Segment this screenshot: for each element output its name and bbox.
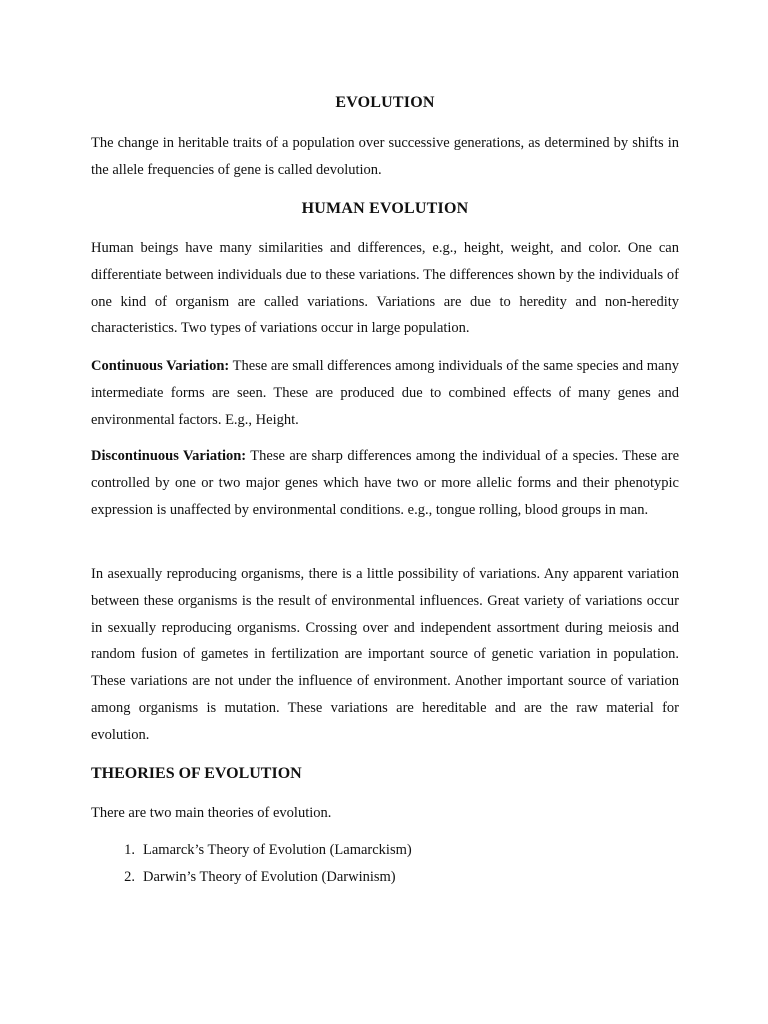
list-item-text: Lamarck’s Theory of Evolution (Lamarckism) — [143, 842, 412, 858]
continuous-variation-paragraph — [91, 353, 679, 433]
page-title: EVOLUTION — [335, 94, 435, 111]
human-evolution-paragraph: Human beings have many similarities and differences, e.g., height, weight, and color. One can differentiate between individuals due to these variations. The differences shown by the individuals of one kind of organism are called variations. Variations are due to heredity and non-heredity characteristics. Two types of variations occur in large population. — [91, 240, 679, 337]
list-item — [91, 837, 412, 864]
continuous-variation-text: These are small differences among individuals of the same species and many intermediate forms are seen. These are produced due to combined effects of many genes and environmental factors. E.g., Height. — [91, 358, 679, 428]
theories-intro: There are two main theories of evolution. — [91, 805, 332, 821]
list-item-text: Darwin’s Theory of Evolution (Darwinism) — [143, 869, 396, 885]
list-item-number: 1. — [124, 842, 135, 858]
intro-paragraph: The change in heritable traits of a population over successive generations, as determined by shifts in the allele frequencies of gene is called devolution. — [91, 135, 679, 178]
section-heading-human-evolution: HUMAN EVOLUTION — [301, 200, 469, 217]
discontinuous-variation-term: Discontinuous Variation: — [91, 448, 247, 464]
asexual-reproduction-paragraph: In asexually reproducing organisms, there is a little possibility of variations. Any apparent variation between these organisms is the result of environmental influences. Great variety of variations occur in sexually reproducing organisms. Crossing over and independent assortment during meiosis and random fusion of gametes in fertilization are important source of genetic variation in population. These variations are not under the influence of environment. Another important source of variation among organisms is mutation. These variations are hereditable and are the raw material for evolution. — [91, 566, 679, 743]
list-item — [91, 864, 412, 891]
list-item-number: 2. — [124, 869, 135, 885]
discontinuous-variation-text: These are sharp differences among the individual of a species. These are controlled by one or two major genes which have two or more allelic forms and their phenotypic expression is unaffected by environmental conditions. e.g., tongue rolling, blood groups in man. — [91, 448, 680, 518]
theories-list — [91, 837, 412, 891]
continuous-variation-term: Continuous Variation: — [91, 358, 230, 374]
discontinuous-variation-paragraph — [91, 443, 679, 523]
section-heading-theories: THEORIES OF EVOLUTION — [91, 765, 302, 782]
